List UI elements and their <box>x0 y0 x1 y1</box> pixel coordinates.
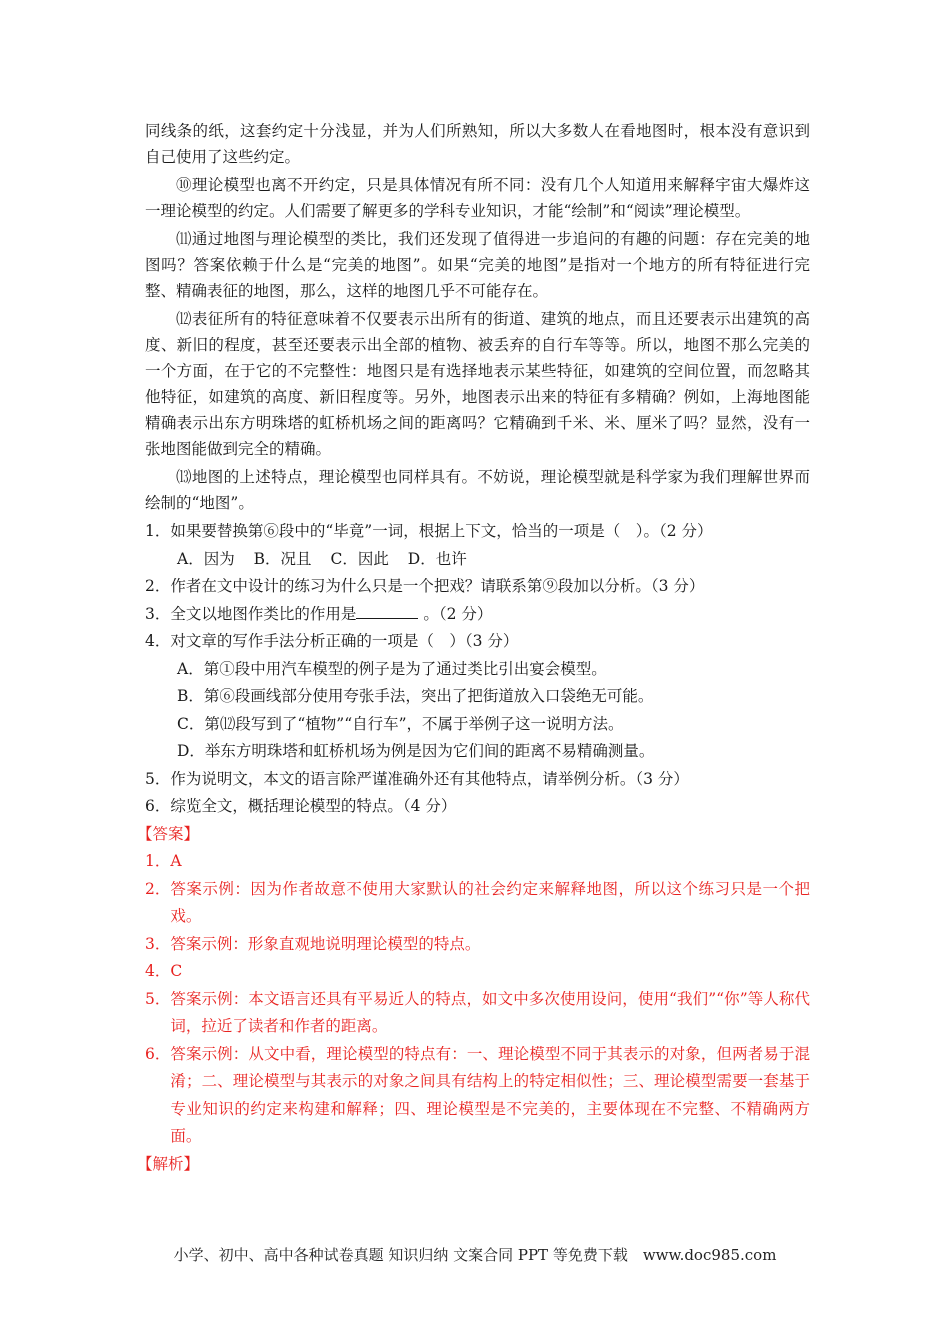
question-number: 6． <box>145 797 171 815</box>
question-text: 作为说明文，本文的语言除严谨准确外还有其他特点，请举例分析。（3 分） <box>170 769 689 788</box>
answer-text: A <box>170 852 182 870</box>
answer-6 <box>145 1041 810 1151</box>
answer-number: 5． <box>145 989 171 1008</box>
question-text-before-blank: 全文以地图作类比的作用是 <box>170 604 357 623</box>
answer-2 <box>145 876 810 931</box>
option-b: B．第⑥段画线部分使用夸张手法，突出了把街道放入口袋绝无可能。 <box>177 687 654 705</box>
passage-paragraph-10: ⑩理论模型也离不开约定，只是具体情况有所不同：没有几个人知道用来解释宇宙大爆炸这一理论模型的约定。人们需要了解更多的学科专业知识，才能“绘制”和“阅读”理论模型。 <box>145 176 810 220</box>
question-number: 5． <box>145 769 171 788</box>
option-a: A．第①段中用汽车模型的例子是为了通过类比引出宴会模型。 <box>177 659 607 678</box>
question-text <box>170 601 810 629</box>
question-1 <box>145 518 810 546</box>
page-footer: 小学、初中、高中各种试卷真题 知识归纳 文案合同 PPT 等免费下载 www.doc985.com <box>173 1246 777 1264</box>
answer-number: 6． <box>145 1044 171 1063</box>
answer-text: 答案示例：从文中看，理论模型的特点有：一、理论模型不同于其表示的对象，但两者易于混淆；二、理论模型与其表示的对象之间具有结构上的特定相似性；三、理论模型需要一套基于专业知识的约定来构建和解释；四、理论模型是不完美的，主要体现在不完整、不精确两方面。 <box>170 1044 810 1145</box>
answer-text: 答案示例：因为作者故意不使用大家默认的社会约定来解释地图，所以这个练习只是一个把戏。 <box>170 879 810 925</box>
answer-text: C <box>170 962 183 980</box>
option-c: C．因此 <box>330 549 389 568</box>
answer-text: 答案示例：本文语言还具有平易近人的特点，如文中多次使用设问，使用“我们”“你”等人称代词，拉近了读者和作者的距离。 <box>170 989 810 1035</box>
passage-paragraph-12: ⑿表征所有的特征意味着不仅要表示出所有的街道、建筑的地点，而且还要表示出建筑的高度、新旧的程度，甚至还要表示出全部的植物、被丢弃的自行车等等。所以，地图不那么完美的一个方面，在于它的不完整性：地图只是有选择地表示某些特征，如建筑的空间位置，而忽略其他特征，如建筑的高度、新旧程度等。另外，地图表示出来的特征有多精确？例如，上海地图能精确表示出东方明珠塔的虹桥机场之间的距离吗？它精确到千米、米、厘米了吗？显然，没有一张地图能做到完全的精确。 <box>145 310 810 458</box>
passage-paragraph-13: ⒀地图的上述特点，理论模型也同样具有。不妨说，理论模型就是科学家为我们理解世界而绘制的“地图”。 <box>145 468 810 512</box>
answer-blank <box>356 604 418 619</box>
answer-text: 答案示例：形象直观地说明理论模型的特点。 <box>170 934 481 953</box>
question-3 <box>145 601 810 629</box>
analysis-heading: 【解析】 <box>137 1154 200 1173</box>
question-text: 对文章的写作手法分析正确的一项是（ ）（3 分） <box>170 632 519 650</box>
answers-section <box>137 821 810 1179</box>
answer-4 <box>145 958 810 986</box>
option-d: D．也许 <box>407 549 467 568</box>
question-number: 1． <box>145 522 171 540</box>
question-1-options <box>145 546 810 574</box>
question-number: 4． <box>145 632 171 650</box>
passage-paragraph-continued: 同线条的纸，这套约定十分浅显，并为人们所熟知，所以大多数人在看地图时，根本没有意识到自己使用了这些约定。 <box>145 122 810 166</box>
question-6 <box>145 793 810 821</box>
answer-number: 4． <box>145 962 171 980</box>
answer-1 <box>145 848 810 876</box>
question-text: 作者在文中设计的练习为什么只是一个把戏？请联系第⑨段加以分析。（3 分） <box>170 577 705 595</box>
option-a: A．因为 <box>177 549 235 568</box>
answer-5 <box>145 986 810 1041</box>
question-2 <box>145 573 810 601</box>
option-b: B．况且 <box>253 549 312 568</box>
questions <box>145 518 810 821</box>
document-page <box>137 118 810 1178</box>
answers-heading: 【答案】 <box>137 824 200 843</box>
question-text: 如果要替换第⑥段中的“毕竟”一词，根据上下文，恰当的一项是（ ）。（2 分） <box>170 522 713 540</box>
answer-number: 2． <box>145 879 171 898</box>
answer-number: 1． <box>145 852 171 870</box>
question-text-after-blank: 。（2 分） <box>423 604 493 623</box>
option-c: C．第⑿段写到了“植物”“自行车”，不属于举例子这一说明方法。 <box>177 714 624 733</box>
question-number: 2． <box>145 577 171 595</box>
question-5 <box>145 766 810 794</box>
option-d: D．举东方明珠塔和虹桥机场为例是因为它们间的距离不易精确测量。 <box>177 742 655 760</box>
question-4 <box>145 628 810 656</box>
question-number: 3． <box>145 604 171 623</box>
passage <box>145 118 810 516</box>
answer-number: 3． <box>145 934 171 953</box>
passage-paragraph-11: ⑾通过地图与理论模型的类比，我们还发现了值得进一步追问的有趣的问题：存在完美的地图吗？答案依赖于什么是“完美的地图”。如果“完美的地图”是指对一个地方的所有特征进行完整、精确表征的地图，那么，这样的地图几乎不可能存在。 <box>145 230 810 300</box>
question-text: 综览全文，概括理论模型的特点。（4 分） <box>170 797 457 815</box>
answer-3 <box>145 931 810 959</box>
